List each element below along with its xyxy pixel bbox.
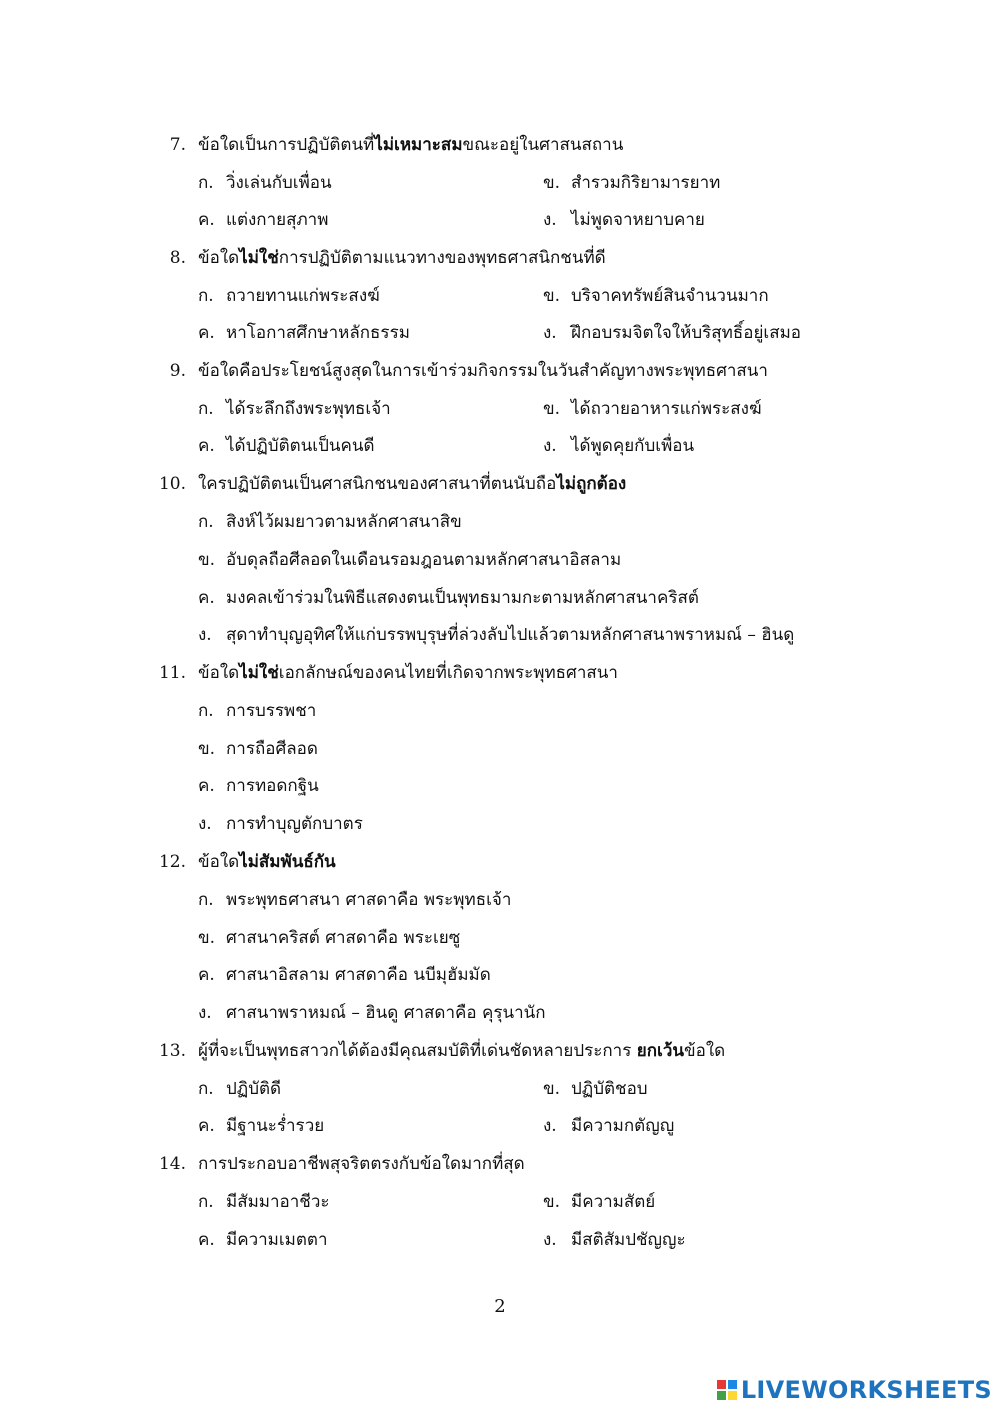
option[interactable]: ก. มีสัมมาอาชีวะ [198, 1192, 330, 1212]
question-number: 11. [158, 663, 186, 683]
option[interactable]: ง. ไม่พูดจาหยาบคาย [543, 210, 705, 230]
option[interactable]: ข. ปฏิบัติชอบ [543, 1079, 648, 1099]
question-11: 11. ข้อใดไม่ใช่เอกลักษณ์ของคนไทยที่เกิดจากพระพุทธศาสนา [160, 661, 580, 685]
question-13: 13. ผู้ที่จะเป็นพุทธสาวกได้ต้องมีคุณสมบัติที่เด่นชัดหลายประการ ยกเว้นข้อใด [160, 1039, 687, 1063]
logo-text: LIVEWORKSHEETS [740, 1376, 992, 1404]
option[interactable]: ง. การทำบุญตักบาตร [198, 814, 363, 834]
option[interactable]: ก. ปฏิบัติดี [198, 1079, 282, 1099]
option[interactable]: ง. ได้พูดคุยกับเพื่อน [543, 436, 695, 456]
option[interactable]: ข. ได้ถวายอาหารแก่พระสงฆ์ [543, 399, 762, 419]
question-number: 9. [169, 361, 186, 381]
option[interactable]: ค. มีฐานะร่ำรวย [198, 1116, 325, 1136]
option[interactable]: ก. ได้ระลึกถึงพระพุทธเจ้า [198, 399, 391, 419]
option[interactable]: ก. วิ่งเล่นกับเพื่อน [198, 173, 332, 193]
option[interactable]: ค. ได้ปฏิบัติตนเป็นคนดี [198, 436, 375, 456]
question-12: 12. ข้อใดไม่สัมพันธ์กัน [160, 850, 298, 874]
option[interactable]: ข. สำรวมกิริยามารยาท [543, 173, 721, 193]
option[interactable]: ค. หาโอกาสศึกษาหลักธรรม [198, 323, 410, 343]
option[interactable]: ข. บริจาคทรัพย์สินจำนวนมาก [543, 286, 769, 306]
liveworksheets-logo-icon [716, 1379, 738, 1401]
question-number: 14. [158, 1154, 186, 1174]
option[interactable]: ค. การทอดกฐิน [198, 776, 319, 796]
option[interactable]: ข. มีความสัตย์ [543, 1192, 656, 1212]
option[interactable]: ข. ศาสนาคริสต์ ศาสดาคือ พระเยซู [198, 928, 461, 948]
option[interactable]: ง. ศาสนาพราหมณ์ – ฮินดู ศาสดาคือ คุรุนานัก [198, 1003, 546, 1023]
question-14: 14. การประกอบอาชีพสุจริตตรงกับข้อใดมากที่สุด [160, 1152, 487, 1176]
question-8: 8. ข้อใดไม่ใช่การปฏิบัติตามแนวทางของพุทธศาสนิกชนที่ดี [160, 246, 568, 270]
option[interactable]: ค. ศาสนาอิสลาม ศาสดาคือ นบีมุฮัมมัด [198, 965, 491, 985]
option[interactable]: ก. ถวายทานแก่พระสงฆ์ [198, 286, 380, 306]
question-9: 9. ข้อใดคือประโยชน์สูงสุดในการเข้าร่วมกิจกรรมในวันสำคัญทางพระพุทธศาสนา [160, 359, 730, 383]
option[interactable]: ค. แต่งกายสุภาพ [198, 210, 329, 230]
question-number: 10. [158, 474, 186, 494]
option[interactable]: ข. อับดุลถือศีลอดในเดือนรอมฎอนตามหลักศาสนาอิสลาม [198, 550, 622, 570]
question-7: 7. ข้อใดเป็นการปฏิบัติตนที่ไม่เหมาะสมขณะอยู่ในศาสนสถาน [160, 133, 585, 157]
option[interactable]: ง. มีสติสัมปชัญญะ [543, 1230, 686, 1250]
question-number: 8. [169, 248, 186, 268]
option[interactable]: ข. การถือศีลอด [198, 739, 318, 759]
question-10: 10. ใครปฏิบัติตนเป็นศาสนิกชนของศาสนาที่ตนนับถือไม่ถูกต้อง [160, 472, 588, 496]
question-number: 7. [169, 135, 186, 155]
option[interactable]: ค. มีความเมตตา [198, 1230, 328, 1250]
page-number: 2 [494, 1296, 506, 1317]
liveworksheets-logo[interactable] [716, 1375, 992, 1405]
option[interactable]: ก. สิงห์ไว้ผมยาวตามหลักศาสนาสิข [198, 512, 462, 532]
option[interactable]: ง. มีความกตัญญู [543, 1116, 675, 1136]
option[interactable]: ง. สุดาทำบุญอุทิศให้แก่บรรพบุรุษที่ล่วงลับไปแล้วตามหลักศาสนาพราหมณ์ – ฮินดู [198, 625, 795, 645]
option[interactable]: ง. ฝึกอบรมจิตใจให้บริสุทธิ์อยู่เสมอ [543, 323, 802, 343]
option[interactable]: ก. การบรรพชา [198, 701, 317, 721]
option[interactable]: ก. พระพุทธศาสนา ศาสดาคือ พระพุทธเจ้า [198, 890, 512, 910]
option[interactable]: ค. มงคลเข้าร่วมในพิธีแสดงตนเป็นพุทธมามกะตามหลักศาสนาคริสต์ [198, 588, 699, 608]
question-number: 13. [158, 1041, 186, 1061]
question-number: 12. [158, 852, 186, 872]
